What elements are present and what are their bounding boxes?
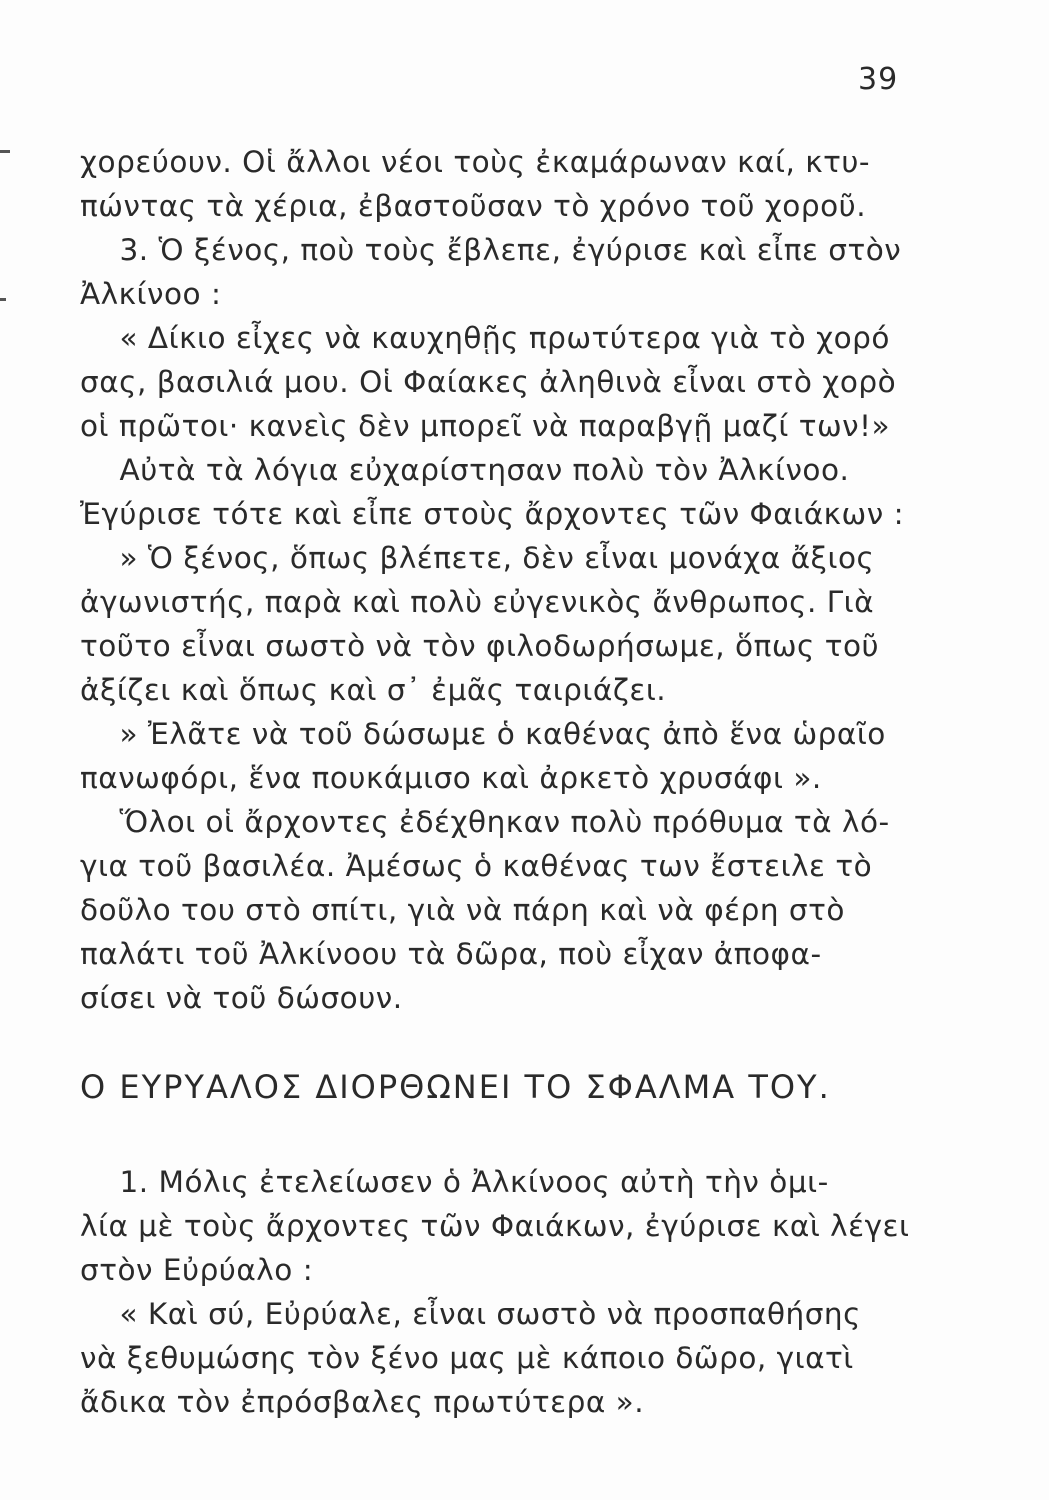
text-line: πώντας τὰ χέρια, ἐβαστοῦσαν τὸ χρόνο τοῦ χοροῦ. <box>80 189 867 223</box>
page-edge-mark <box>0 150 10 153</box>
text-line: πανωφόρι, ἕνα πουκάμισο καὶ ἀρκετὸ χρυσάφι ». <box>80 761 822 795</box>
text-line: Ἐγύρισε τότε καὶ εἶπε στοὺς ἄρχοντες τῶν Φαιάκων : <box>80 497 905 531</box>
text-line: 3. Ὁ ξένος, ποὺ τοὺς ἔβλεπε, ἐγύρισε καὶ εἶπε στὸν <box>80 233 902 267</box>
text-line: » Ἐλᾶτε νὰ τοῦ δώσωμε ὁ καθένας ἀπὸ ἕνα ὡραῖο <box>80 717 886 751</box>
text-line: Ἀλκίνοο : <box>80 277 222 311</box>
section-heading: Ο ΕΥΡΥΑΛΟΣ ΔΙΟΡΘΩΝΕΙ ΤΟ ΣΦΑΛΜΑ ΤΟΥ. <box>80 1068 831 1106</box>
text-line: « Καὶ σύ, Εὐρύαλε, εἶναι σωστὸ νὰ προσπαθήσης <box>80 1297 861 1331</box>
text-line: στὸν Εὐρύαλο : <box>80 1253 314 1287</box>
text-line: παλάτι τοῦ Ἀλκίνοου τὰ δῶρα, ποὺ εἶχαν ἀποφα- <box>80 937 822 971</box>
text-line: ἄδικα τὸν ἐπρόσβαλες πρωτύτερα ». <box>80 1385 645 1419</box>
text-line: Ὅλοι οἱ ἄρχοντες ἐδέχθηκαν πολὺ πρόθυμα τὰ λό- <box>80 805 890 839</box>
text-line: λία μὲ τοὺς ἄρχοντες τῶν Φαιάκων, ἐγύρισε καὶ λέγει <box>80 1209 910 1243</box>
text-line: τοῦτο εἶναι σωστὸ νὰ τὸν φιλοδωρήσωμε, ὅπως τοῦ <box>80 629 880 663</box>
text-line: νὰ ξεθυμώσης τὸν ξένο μας μὲ κάποιο δῶρο, γιατὶ <box>80 1341 854 1375</box>
text-line: για τοῦ βασιλέα. Ἀμέσως ὁ καθένας των ἔστειλε τὸ <box>80 849 873 883</box>
text-line: » Ὁ ξένος, ὅπως βλέπετε, δὲν εἶναι μονάχα ἄξιος <box>80 541 875 575</box>
text-line: Αὐτὰ τὰ λόγια εὐχαρίστησαν πολὺ τὸν Ἀλκίνοο. <box>80 453 850 487</box>
page-number: 39 <box>858 62 899 97</box>
text-line: χορεύουν. Οἱ ἄλλοι νέοι τοὺς ἐκαμάρωναν καί, κτυ- <box>80 145 871 179</box>
text-line: ἀξίζει καὶ ὅπως καὶ σ᾽ ἐμᾶς ταιριάζει. <box>80 673 667 707</box>
page-edge-mark <box>0 298 6 301</box>
text-line: σας, βασιλιά μου. Οἱ Φαίακες ἀληθινὰ εἶναι στὸ χορὸ <box>80 365 897 399</box>
body-text <box>80 140 930 1020</box>
text-line: σίσει νὰ τοῦ δώσουν. <box>80 981 403 1015</box>
text-line: « Δίκιο εἶχες νὰ καυχηθῇς πρωτύτερα γιὰ τὸ χορό <box>80 321 890 355</box>
text-line: οἱ πρῶτοι· κανεὶς δὲν μπορεῖ νὰ παραβγῇ μαζί των!» <box>80 409 891 443</box>
text-line: ἀγωνιστής, παρὰ καὶ πολὺ εὐγενικὸς ἄνθρωπος. Γιὰ <box>80 585 875 619</box>
text-line: 1. Μόλις ἐτελείωσεν ὁ Ἀλκίνοος αὐτὴ τὴν ὁμι- <box>80 1165 829 1199</box>
section-text <box>80 1160 930 1424</box>
text-line: δοῦλο του στὸ σπίτι, γιὰ νὰ πάρη καὶ νὰ φέρη στὸ <box>80 893 845 927</box>
